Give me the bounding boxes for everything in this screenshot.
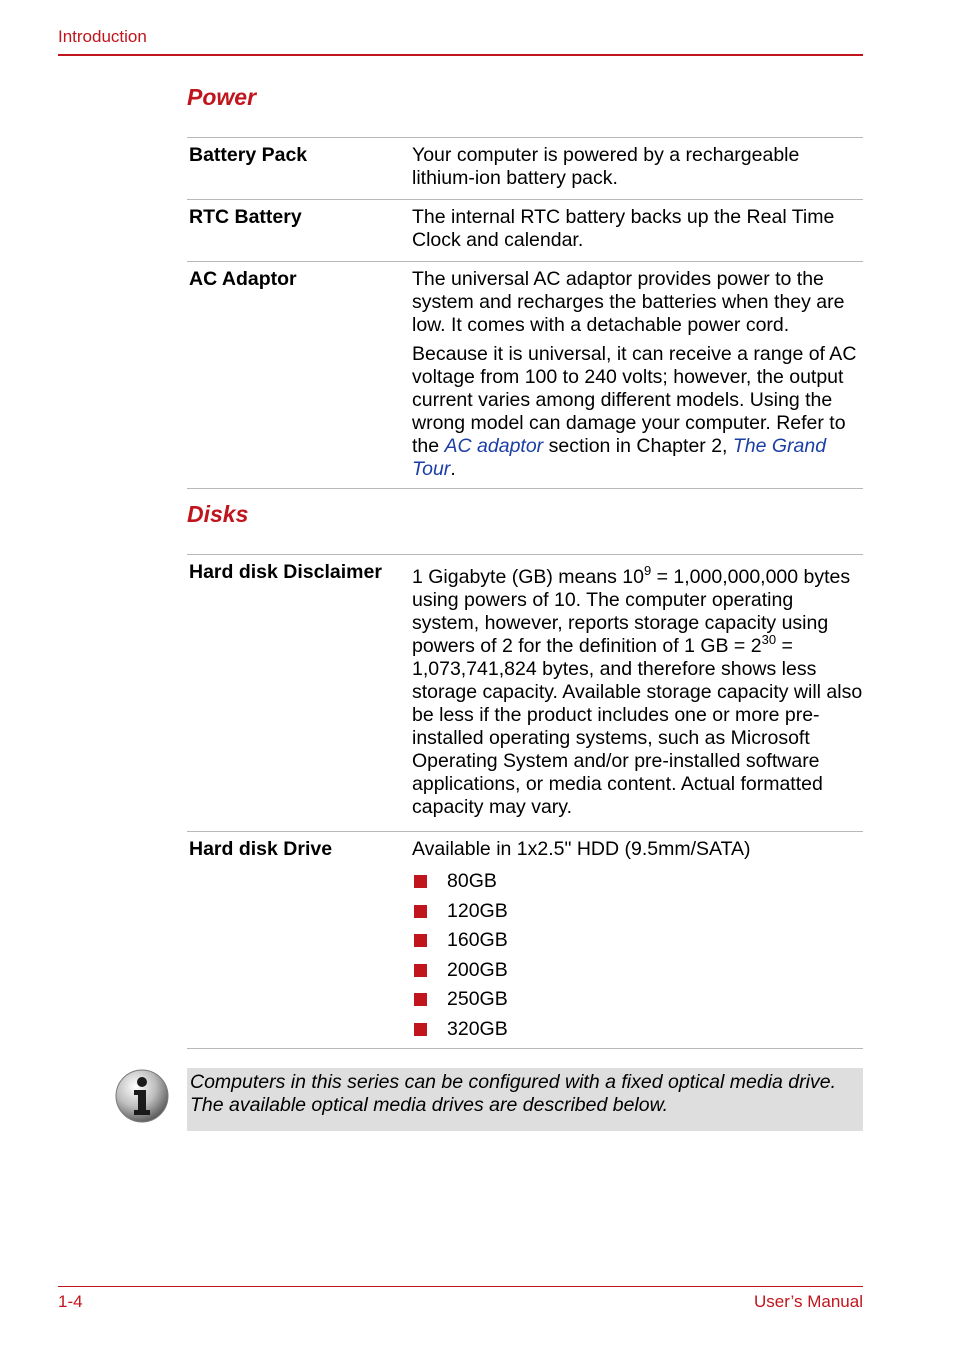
- list-item: [412, 867, 863, 897]
- capacity-label: 320GB: [447, 1017, 508, 1040]
- table-row-ac-adaptor: [187, 261, 863, 489]
- para-text: section in Chapter 2,: [543, 435, 733, 457]
- desc-battery-pack: [412, 138, 863, 199]
- list-item: [412, 1015, 863, 1045]
- footer-rule: [58, 1286, 863, 1287]
- desc-text: The internal RTC battery backs up the Real Time Clock and calendar.: [412, 206, 835, 251]
- square-bullet-icon: [414, 875, 427, 888]
- power-table: [187, 137, 863, 489]
- square-bullet-icon: [414, 934, 427, 947]
- running-header: Introduction: [58, 27, 147, 46]
- desc-text: [412, 562, 863, 819]
- table-row-hard-disk-disclaimer: [187, 554, 863, 831]
- desc-hard-disk-disclaimer: [412, 555, 863, 828]
- capacity-list: [412, 867, 863, 1044]
- list-item: [412, 926, 863, 956]
- capacity-label: 200GB: [447, 958, 508, 981]
- table-row-rtc-battery: [187, 199, 863, 261]
- term-ac-adaptor: AC Adaptor: [189, 268, 297, 290]
- disclaimer-text: 1 Gigabyte (GB) means 10: [412, 566, 644, 588]
- term-hard-disk-drive: Hard disk Drive: [189, 838, 333, 860]
- superscript: 30: [761, 631, 777, 647]
- para-text: Because it is universal, it can receive a range of AC voltage from 100 to 240 volts; however, the output current varies among different models. Using the wrong model can damage your computer. Refer to the: [412, 343, 857, 457]
- square-bullet-icon: [414, 964, 427, 977]
- desc-ac-adaptor: [412, 262, 863, 490]
- square-bullet-icon: [414, 1023, 427, 1036]
- table-row-battery-pack: [187, 137, 863, 199]
- link-ac-adaptor[interactable]: AC adaptor: [444, 435, 544, 457]
- capacity-label: 160GB: [447, 929, 508, 952]
- square-bullet-icon: [414, 905, 427, 918]
- capacity-label: 250GB: [447, 988, 508, 1011]
- capacity-label: 120GB: [447, 899, 508, 922]
- square-bullet-icon: [414, 993, 427, 1006]
- disclaimer-text: = 1,073,741,824 bytes, and therefore shows less storage capacity. Available storage capacity will also be less if the product includes one or more pre-installed operating systems, such as Microsoft Operating System and/or pre-installed software applications, or media content. Actual formatted capacity may vary.: [412, 635, 863, 818]
- desc-rtc-battery: [412, 200, 863, 261]
- superscript: 9: [643, 562, 652, 578]
- header-rule: [58, 54, 863, 56]
- manual-title: User’s Manual: [754, 1292, 863, 1311]
- info-icon: [114, 1068, 170, 1124]
- disclaimer-text: = 1,000,000,000 bytes using powers of 10. The computer operating system, however, reports storage capacity using powers of 2 for the definition of 1 GB = 2: [412, 566, 851, 657]
- capacity-label: 80GB: [447, 870, 497, 893]
- section-title-disks: Disks: [187, 501, 249, 527]
- note-text: Computers in this series can be configured with a fixed optical media drive. The available optical media drives are described below.: [190, 1071, 836, 1116]
- drive-intro: Available in 1x2.5" HDD (9.5mm/SATA): [412, 838, 751, 860]
- disks-table: [187, 554, 863, 1049]
- term-battery-pack: Battery Pack: [189, 144, 308, 166]
- desc-paragraph-1: The universal AC adaptor provides power to the system and recharges the batteries when they are low. It comes with a detachable power cord.: [412, 268, 845, 336]
- list-item: [412, 897, 863, 927]
- section-title-power: Power: [187, 84, 257, 110]
- link-the-grand-tour[interactable]: The Grand Tour: [412, 435, 827, 480]
- list-item: [412, 956, 863, 986]
- desc-paragraph-2: [412, 343, 863, 481]
- term-rtc-battery: RTC Battery: [189, 206, 302, 228]
- table-row-hard-disk-drive: [187, 831, 863, 1049]
- para-text: .: [450, 458, 456, 480]
- term-hard-disk-disclaimer: Hard disk Disclaimer: [189, 561, 382, 583]
- note-box: [187, 1068, 863, 1131]
- desc-text: Your computer is powered by a rechargeable lithium-ion battery pack.: [412, 144, 800, 189]
- list-item: [412, 985, 863, 1015]
- page-number: 1-4: [58, 1292, 83, 1311]
- desc-hard-disk-drive: [412, 832, 863, 1053]
